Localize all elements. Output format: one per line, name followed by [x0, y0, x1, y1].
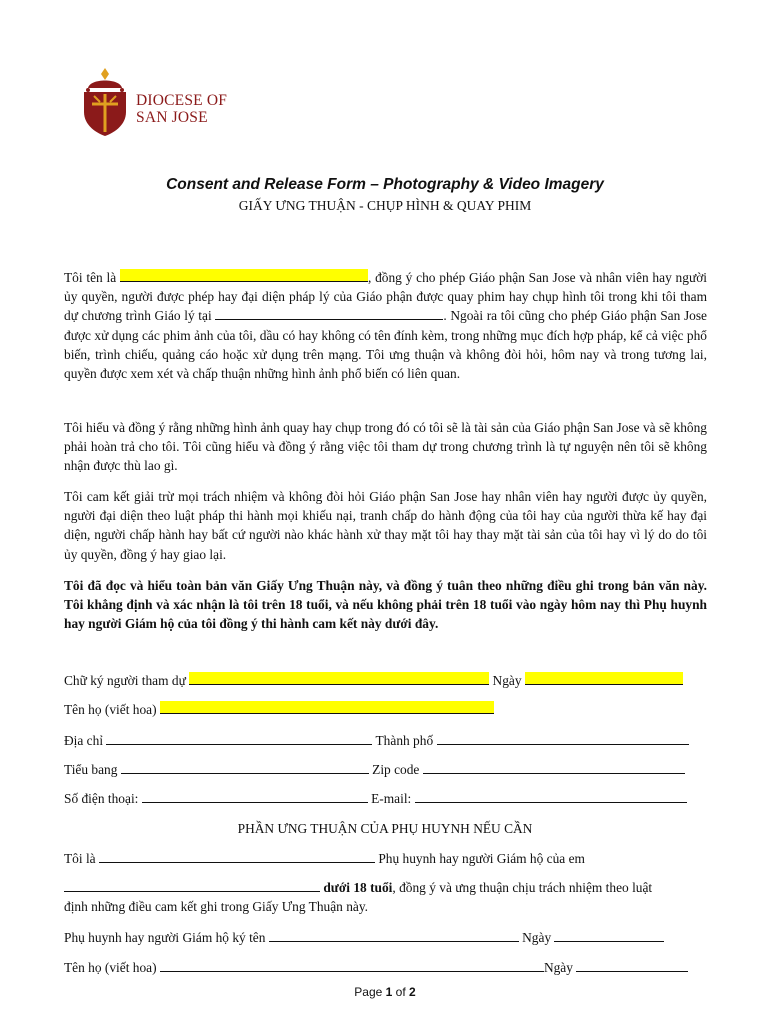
diocese-crest-icon [80, 66, 130, 138]
consent-paragraph [64, 268, 707, 383]
signature-field[interactable] [189, 672, 489, 685]
address-label: Địa chỉ [64, 733, 107, 748]
parent-sign-row [64, 928, 707, 947]
page-footer [0, 985, 770, 999]
address-field[interactable] [106, 732, 372, 745]
parent-sign-label: Phụ huynh hay người Giám hộ ký tên [64, 930, 269, 945]
parent-printed-name-field[interactable] [160, 959, 544, 972]
logo-line-1: DIOCESE OF [136, 92, 228, 109]
p1-start: Tôi tên là [64, 270, 120, 285]
state-field[interactable] [121, 761, 369, 774]
parent-signature-field[interactable] [269, 929, 519, 942]
signature-label: Chữ ký người tham dự [64, 673, 190, 688]
city-field[interactable] [437, 732, 689, 745]
parent-name-field[interactable] [99, 850, 375, 863]
parent-consent-row [64, 878, 707, 897]
p1-end: . Ngoài ra tôi cũng cho phép Giáo phận San Jose được xử dụng các phim ảnh của tôi, dầu có hay không có tên đính kèm, trong những mục đích hợp pháp, kể cả việc phổ biến, trình chiếu, quảng cáo hoặc xử dụng trên mạng. Tôi ưng thuận và không đòi hỏi, hôm nay và trong tương lai, quyền được xem xét và chấp thuận những hình ảnh phổ biến có liên quan. [64, 308, 708, 382]
zip-field[interactable] [423, 761, 685, 774]
parent-consent-line2: định những điều cam kết ghi trong Giấy Ưng Thuận này. [64, 899, 369, 914]
acknowledgement-paragraph: Tôi đã đọc và hiểu toàn bản văn Giấy Ưng Thuận này, và đồng ý tuân theo những điều ghi trong bản văn này. Tôi khẳng định và xác nhận là tôi trên 18 tuổi, và nếu không phải trên 18 tuổi vào ngày hôm nay thì Phụ huynh hay người Giám hộ của tôi đồng ý thi hành cam kết này dưới đây. [64, 578, 707, 632]
page-of: of [392, 985, 410, 999]
parent-section-heading: PHẦN ƯNG THUẬN CỦA PHỤ HUYNH NẾU CẦN [237, 821, 533, 836]
parent-date2-field[interactable] [576, 959, 688, 972]
signature-row [64, 671, 707, 690]
parent-date2-label: Ngày [543, 960, 577, 975]
guardian-of-label: Phụ huynh hay người Giám hộ của em [374, 851, 585, 866]
parent-date-field[interactable] [554, 929, 664, 942]
consent-rest-text: , đồng ý và ưng thuận chịu trách nhiệm theo luật [392, 880, 653, 895]
printed-name-field[interactable] [160, 701, 494, 714]
form-subtitle: GIẤY ƯNG THUẬN - CHỤP HÌNH & QUAY PHIM [238, 198, 532, 213]
phone-field[interactable] [142, 790, 368, 803]
address-row [64, 731, 707, 750]
date-label: Ngày [489, 673, 525, 688]
page-label: Page [354, 985, 386, 999]
under-18-text: dưới 18 tuổi [323, 880, 393, 895]
phone-label: Số điện thoại: [64, 791, 142, 806]
state-label: Tiểu bang [64, 762, 121, 777]
i-am-label: Tôi là [64, 851, 99, 866]
participant-name-field[interactable] [120, 269, 368, 282]
diocese-logo [80, 66, 240, 138]
diocese-name [136, 92, 227, 126]
program-location-field[interactable] [215, 307, 443, 320]
parent-name-row [64, 958, 707, 977]
state-row [64, 760, 707, 779]
name-row [64, 700, 707, 719]
date-field[interactable] [525, 672, 683, 685]
page-total: 2 [409, 985, 416, 999]
release-paragraph: Tôi cam kết giải trừ mọi trách nhiệm và không đòi hỏi Giáo phận San Jose hay nhân viên hay người được ủy quyền, người đại diện theo luật pháp thi hành mọi khiếu nại, tranh chấp do hành động của tôi hay của người thừa kế hay đại diện, người chấp hành hay bất cứ người nào khác hành xử thay mặt tôi hay thay mặt tài sản của tôi hay vì lý do do tôi ủy quyền, đồng ý hay giao lại. [64, 489, 707, 562]
parent-identity-row [64, 849, 707, 868]
name-label: Tên họ (viết hoa) [64, 702, 160, 717]
minor-name-field[interactable] [64, 879, 320, 892]
form-title: Consent and Release Form – Photography & Video Imagery [166, 176, 604, 193]
zip-label: Zip code [368, 762, 423, 777]
ownership-paragraph: Tôi hiểu và đồng ý rằng những hình ảnh quay hay chụp trong đó có tôi sẽ là tài sản của Giáo phận San Jose và sẽ không phải hoàn trả cho tôi. Tôi cũng hiểu và đồng ý rằng việc tôi tham dự trong chương trình là tự nguyện nên tôi sẽ không nhận được thù lao gì. [64, 420, 707, 474]
email-field[interactable] [415, 790, 687, 803]
phone-row [64, 789, 707, 808]
city-label: Thành phố [372, 733, 437, 748]
email-label: E-mail: [367, 791, 415, 806]
logo-line-2: SAN JOSE [136, 109, 208, 126]
p1-middle: , đồng ý cho phép Giáo phận San Jose và nhân viên hay người ủy quyền, người được phép hay đại diện pháp lý của Giáo phận được quay phim hay chụp hình tôi trong khi tôi tham dự chương trình Giáo lý tại [64, 270, 707, 324]
page-current: 1 [385, 985, 393, 999]
parent-date-label: Ngày [518, 930, 555, 945]
parent-name-label: Tên họ (viết hoa) [64, 960, 160, 975]
